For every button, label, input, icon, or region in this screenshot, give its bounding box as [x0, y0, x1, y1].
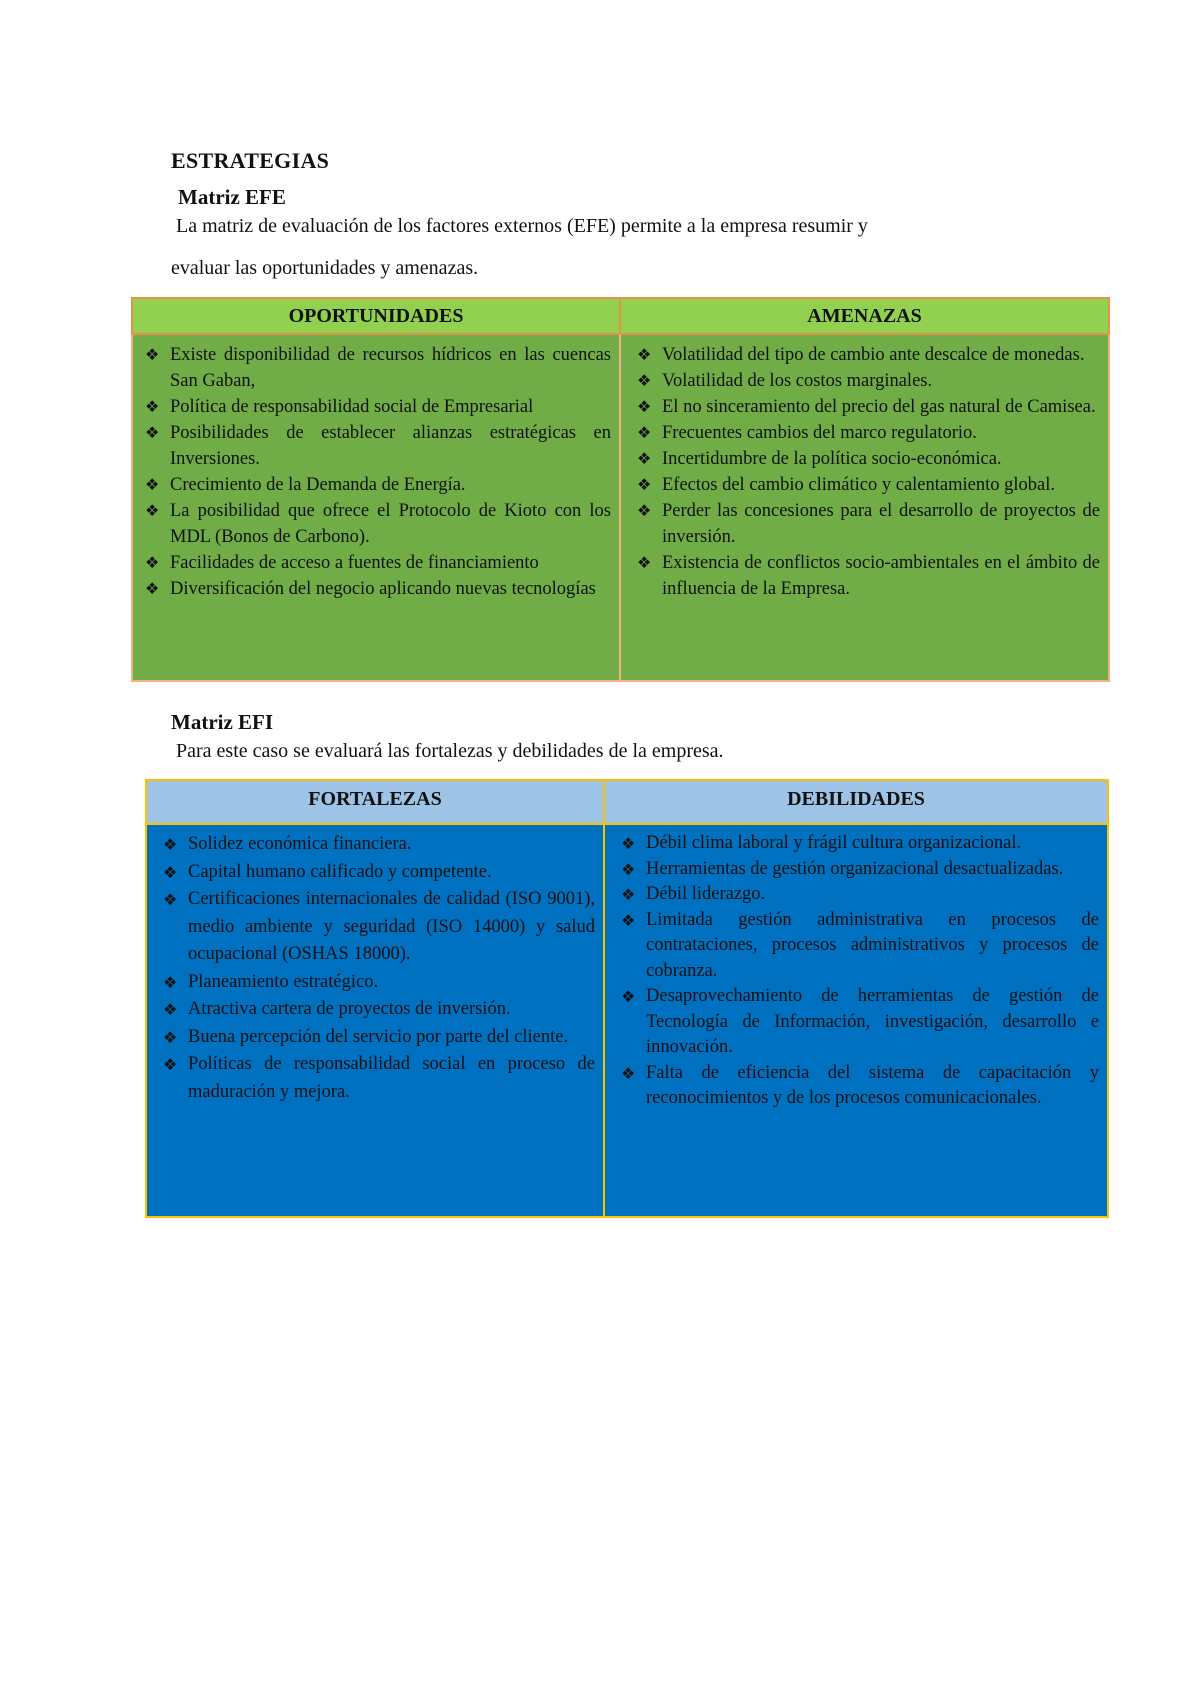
fortalezas-cell — [146, 824, 604, 1217]
fortalezas-list — [155, 831, 595, 1106]
list-item: ❖ Atractiva cartera de proyectos de inversión. — [155, 996, 595, 1024]
debilidades-cell — [604, 824, 1108, 1217]
debilidades-list — [613, 831, 1099, 1112]
bullet-diamond-icon: ❖ — [621, 834, 636, 853]
bullet-diamond-icon: ❖ — [163, 890, 178, 909]
bullet-diamond-icon: ❖ — [621, 1063, 636, 1083]
bullet-diamond-icon: ❖ — [163, 835, 178, 854]
bullet-diamond-icon: ❖ — [145, 475, 160, 494]
efe-header-oportunidades: OPORTUNIDADES — [132, 298, 620, 334]
list-item: ❖ Débil clima laboral y frágil cultura organizacional. — [613, 831, 1099, 857]
bullet-diamond-icon: ❖ — [637, 501, 652, 520]
list-item: ❖ Débil liderazgo. — [613, 882, 1099, 908]
bullet-diamond-icon: ❖ — [637, 449, 652, 468]
bullet-diamond-icon: ❖ — [637, 371, 652, 390]
bullet-diamond-icon: ❖ — [637, 423, 652, 442]
bullet-diamond-icon: ❖ — [145, 579, 160, 598]
list-item: ❖ Política de responsabilidad social de Empresarial — [137, 394, 611, 420]
bullet-diamond-icon: ❖ — [637, 345, 652, 364]
oportunidades-cell — [132, 334, 620, 681]
list-item: ❖ Buena percepción del servicio por parte del cliente. — [155, 1024, 595, 1052]
bullet-diamond-icon: ❖ — [621, 885, 636, 904]
amenazas-list — [629, 342, 1100, 602]
page-heading: ESTRATEGIAS — [171, 148, 330, 173]
oportunidades-list — [137, 342, 611, 602]
list-item: ❖ Existe disponibilidad de recursos hídricos en las cuencas San Gaban, — [137, 342, 611, 394]
list-item: ❖ Volatilidad de los costos marginales. — [629, 368, 1100, 394]
bullet-diamond-icon: ❖ — [163, 862, 178, 882]
list-item: ❖ Solidez económica financiera. — [155, 831, 595, 859]
list-item: ❖ Existencia de conflictos socio-ambientales en el ámbito de influencia de la Empresa. — [629, 550, 1100, 602]
list-item: ❖ Limitada gestión administrativa en procesos de contrataciones, procesos administrativos y procesos de cobranza. — [621, 909, 1099, 981]
amenazas-cell — [620, 334, 1109, 681]
bullet-diamond-icon: ❖ — [621, 987, 636, 1006]
bullet-diamond-icon: ❖ — [163, 1000, 178, 1019]
efe-intro-line-2: evaluar las oportunidades y amenazas. — [171, 257, 479, 279]
bullet-diamond-icon: ❖ — [163, 1055, 178, 1074]
efi-intro: Para este caso se evaluará las fortalezas y debilidades de la empresa. — [176, 740, 724, 762]
list-item: ❖ Posibilidades de establecer alianzas estratégicas en Inversiones. — [137, 420, 611, 472]
efe-header-amenazas: AMENAZAS — [620, 298, 1109, 334]
list-item: ❖ Efectos del cambio climático y calentamiento global. — [629, 472, 1100, 498]
list-item: ❖ Facilidades de acceso a fuentes de financiamiento — [137, 550, 611, 576]
efi-title: Matriz EFI — [171, 710, 274, 734]
bullet-diamond-icon: ❖ — [637, 475, 652, 494]
bullet-diamond-icon: ❖ — [145, 345, 160, 364]
list-item: ❖ Perder las concesiones para el desarrollo de proyectos de inversión. — [629, 498, 1100, 550]
bullet-diamond-icon: ❖ — [637, 553, 652, 572]
list-item: ❖ Falta de eficiencia del sistema de capacitación y reconocimientos y de los procesos comunicacionales. — [621, 1062, 1099, 1108]
efe-intro-line-1: La matriz de evaluación de los factores externos (EFE) permite a la empresa resumir y — [176, 215, 868, 237]
list-item: ❖ Frecuentes cambios del marco regulatorio. — [629, 420, 1100, 446]
efe-title: Matriz EFE — [178, 185, 286, 209]
list-item: ❖ El no sinceramiento del precio del gas natural de Camisea. — [629, 394, 1100, 420]
bullet-diamond-icon: ❖ — [163, 972, 178, 992]
list-item: ❖ Incertidumbre de la política socio-económica. — [629, 446, 1100, 472]
efi-header-debilidades: DEBILIDADES — [604, 780, 1108, 824]
list-item: ❖ La posibilidad que ofrece el Protocolo de Kioto con los MDL (Bonos de Carbono). — [137, 498, 611, 550]
bullet-diamond-icon: ❖ — [637, 397, 652, 416]
list-item: ❖ Volatilidad del tipo de cambio ante descalce de monedas. — [629, 342, 1100, 368]
list-item: ❖ Planeamiento estratégico. — [155, 969, 595, 997]
list-item: ❖ Crecimiento de la Demanda de Energía. — [137, 472, 611, 498]
bullet-diamond-icon: ❖ — [145, 423, 160, 442]
list-item: ❖ Certificaciones internacionales de calidad (ISO 9001), medio ambiente y seguridad (ISO 14000) y salud ocupacional (OSHAS 18000). — [155, 886, 595, 969]
bullet-diamond-icon: ❖ — [145, 501, 160, 520]
list-item: ❖ Políticas de responsabilidad social en proceso de maduración y mejora. — [155, 1051, 595, 1106]
bullet-diamond-icon: ❖ — [621, 910, 636, 930]
bullet-diamond-icon: ❖ — [163, 1027, 178, 1047]
list-item: ❖ Diversificación del negocio aplicando nuevas tecnologías — [137, 576, 611, 602]
list-item: ❖ Herramientas de gestión organizacional desactualizadas. — [613, 857, 1099, 883]
efi-header-fortalezas: FORTALEZAS — [146, 780, 604, 824]
bullet-diamond-icon: ❖ — [621, 859, 636, 879]
efi-matrix-table — [145, 779, 1109, 1218]
bullet-diamond-icon: ❖ — [145, 553, 160, 572]
list-item: ❖ Desaprovechamiento de herramientas de gestión de Tecnología de Información, investigación, desarrollo e innovación. — [621, 986, 1099, 1057]
bullet-diamond-icon: ❖ — [145, 397, 160, 416]
efe-matrix-table — [131, 297, 1110, 682]
list-item: ❖ Capital humano calificado y competente. — [155, 859, 595, 887]
